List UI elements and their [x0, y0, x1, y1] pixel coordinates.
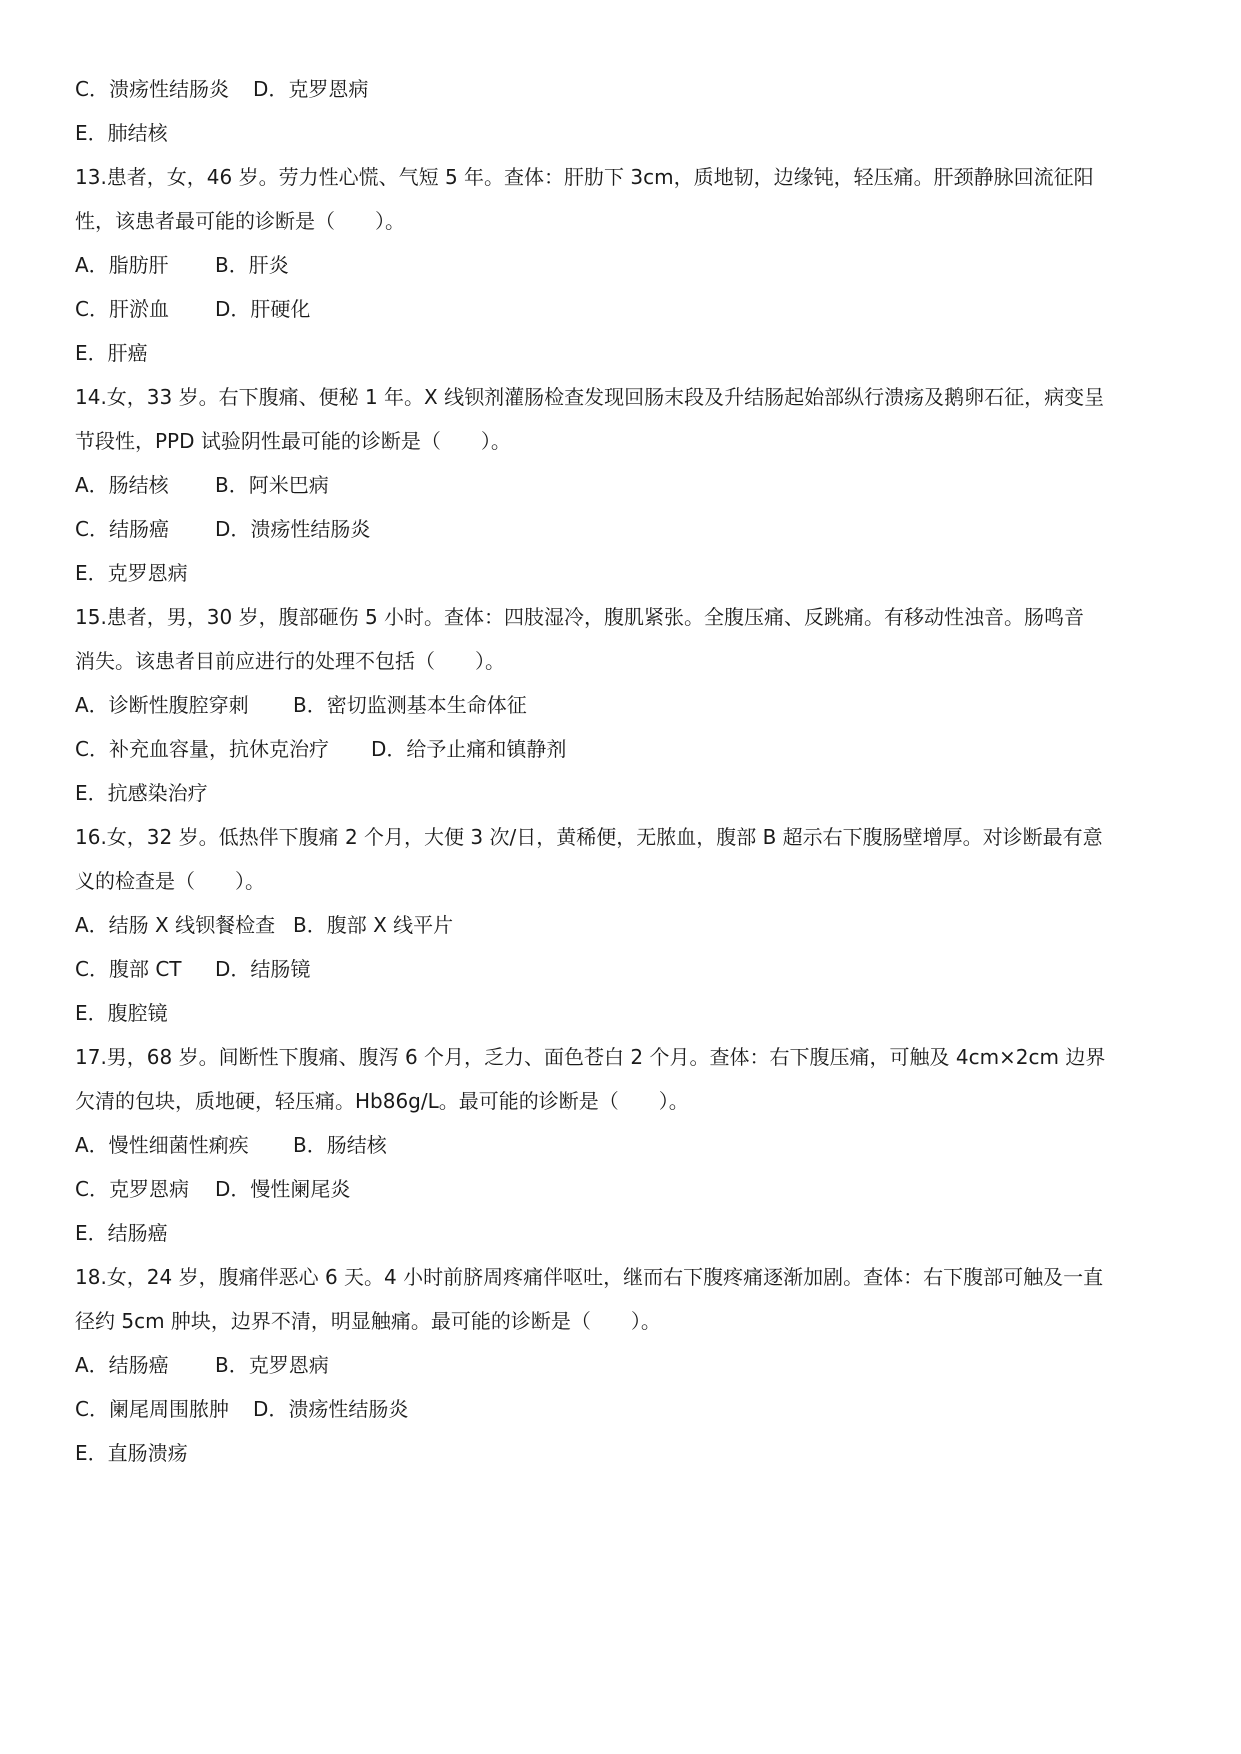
option-e: E．肝癌: [75, 341, 148, 365]
option-b: B．密切监测基本生命体征: [293, 693, 527, 717]
option-c: C．结肠癌: [75, 517, 169, 541]
option-e: E．肺结核: [75, 121, 168, 145]
option-a: A．结肠癌: [75, 1353, 169, 1377]
option-line: [75, 736, 1170, 762]
option-b: B．肠结核: [293, 1133, 387, 1157]
option-a: A．结肠 X 线钡餐检查: [75, 913, 276, 937]
option-c: C．溃疡性结肠炎: [75, 77, 229, 101]
option-line: [75, 1396, 1170, 1422]
option-b: B．肝炎: [215, 253, 289, 277]
question-18-stem: 18.女，24 岁，腹痛伴恶心 6 天。4 小时前脐周疼痛伴呕吐，继而右下腹疼痛逐渐加剧。查体：右下腹部可触及一直: [75, 1265, 1104, 1289]
question-15-stem-cont: 消失。该患者目前应进行的处理不包括（ ）。: [75, 649, 505, 673]
option-d: D．结肠镜: [215, 957, 311, 981]
option-c: C．克罗恩病: [75, 1177, 189, 1201]
option-d: D．慢性阑尾炎: [215, 1177, 351, 1201]
option-line: [75, 472, 1170, 498]
option-b: B．腹部 X 线平片: [293, 913, 454, 937]
option-line: [75, 516, 1170, 542]
option-line: [75, 76, 1170, 102]
option-e: E．结肠癌: [75, 1221, 168, 1245]
question-18-stem-cont: 径约 5cm 肿块，边界不清，明显触痛。最可能的诊断是（ ）。: [75, 1309, 661, 1333]
option-b: B．克罗恩病: [215, 1353, 329, 1377]
question-14-stem-cont: 节段性，PPD 试验阴性最可能的诊断是（ ）。: [75, 429, 511, 453]
option-b: B．阿米巴病: [215, 473, 329, 497]
option-line: [75, 692, 1170, 718]
question-16-stem-cont: 义的检查是（ ）。: [75, 869, 265, 893]
option-a: A．脂肪肝: [75, 253, 169, 277]
question-14-stem: 14.女，33 岁。右下腹痛、便秘 1 年。X 线钡剂灌肠检查发现回肠末段及升结肠起始部纵行溃疡及鹅卵石征，病变呈: [75, 385, 1105, 409]
option-line: [75, 296, 1170, 322]
option-a: A．肠结核: [75, 473, 169, 497]
option-d: D．溃疡性结肠炎: [253, 1397, 409, 1421]
option-line: [75, 1132, 1170, 1158]
option-d: D．肝硬化: [215, 297, 311, 321]
question-15-stem: 15.患者，男，30 岁，腹部砸伤 5 小时。查体：四肢湿冷，腹肌紧张。全腹压痛、反跳痛。有移动性浊音。肠鸣音: [75, 605, 1085, 629]
option-c: C．补充血容量，抗休克治疗: [75, 737, 329, 761]
option-e: E．腹腔镜: [75, 1001, 168, 1025]
option-e: E．抗感染治疗: [75, 781, 208, 805]
option-line: [75, 912, 1170, 938]
option-e: E．克罗恩病: [75, 561, 188, 585]
option-line: [75, 1352, 1170, 1378]
option-d: D．克罗恩病: [253, 77, 369, 101]
option-c: C．阑尾周围脓肿: [75, 1397, 229, 1421]
option-line: [75, 1176, 1170, 1202]
question-13-stem: 13.患者，女，46 岁。劳力性心慌、气短 5 年。查体：肝肋下 3cm，质地韧，边缘钝，轻压痛。肝颈静脉回流征阳: [75, 165, 1094, 189]
option-e: E．直肠溃疡: [75, 1441, 188, 1465]
question-17-stem: 17.男，68 岁。间断性下腹痛、腹泻 6 个月，乏力、面色苍白 2 个月。查体：右下腹压痛，可触及 4cm×2cm 边界: [75, 1045, 1106, 1069]
option-a: A．诊断性腹腔穿刺: [75, 693, 249, 717]
option-c: C．肝淤血: [75, 297, 169, 321]
question-17-stem-cont: 欠清的包块，质地硬，轻压痛。Hb86g/L。最可能的诊断是（ ）。: [75, 1089, 689, 1113]
question-16-stem: 16.女，32 岁。低热伴下腹痛 2 个月，大便 3 次/日，黄稀便，无脓血，腹部 B 超示右下腹肠壁增厚。对诊断最有意: [75, 825, 1103, 849]
option-line: [75, 252, 1170, 278]
option-d: D．给予止痛和镇静剂: [371, 737, 567, 761]
option-c: C．腹部 CT: [75, 957, 182, 981]
option-a: A．慢性细菌性痢疾: [75, 1133, 249, 1157]
option-d: D．溃疡性结肠炎: [215, 517, 371, 541]
question-13-stem-cont: 性，该患者最可能的诊断是（ ）。: [75, 209, 405, 233]
option-line: [75, 956, 1170, 982]
